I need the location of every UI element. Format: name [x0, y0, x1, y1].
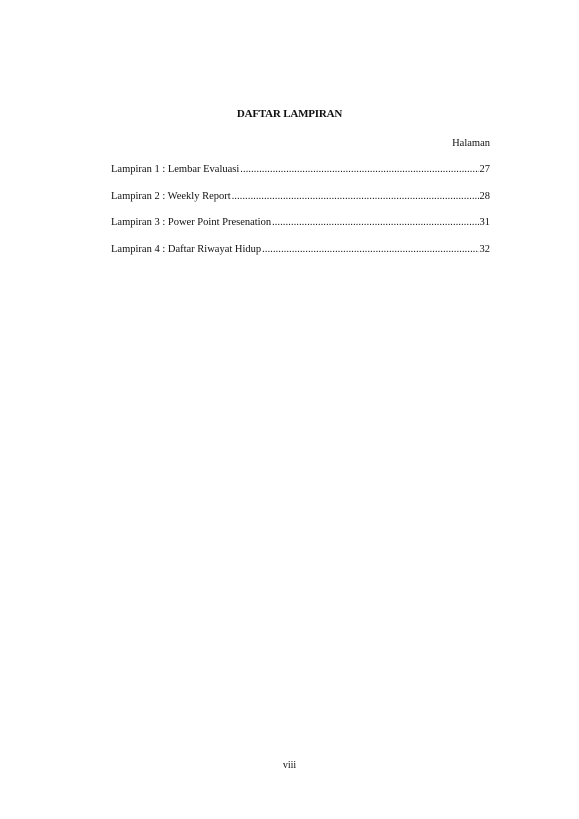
appendix-entry-page: 32	[479, 243, 490, 255]
appendix-entry-3	[111, 216, 490, 243]
appendix-entry-label: Lampiran 1 : Lembar Evaluasi	[111, 164, 240, 175]
dot-leader	[262, 243, 478, 257]
page-number: viii	[282, 760, 297, 771]
dot-leader	[232, 190, 479, 204]
appendix-entry-page: 28	[479, 190, 490, 202]
appendix-entry-label: Lampiran 3 : Power Point Presenation	[111, 217, 272, 228]
appendix-entry-page: 31	[479, 217, 490, 228]
page-column-header: Halaman	[452, 138, 490, 149]
dot-leader	[240, 163, 478, 177]
page-title: DAFTAR LAMPIRAN	[236, 108, 343, 120]
appendix-entry-label: Lampiran 2 : Weekly Report	[111, 190, 231, 202]
appendix-entry-label: Lampiran 4 : Daftar Riwayat Hidup	[111, 243, 262, 255]
dot-leader	[272, 216, 478, 230]
appendix-entry-1	[111, 163, 490, 190]
appendix-entry-4	[111, 243, 490, 270]
appendix-entry-page: 27	[479, 164, 490, 175]
appendix-entry-2	[111, 190, 490, 217]
appendix-list	[111, 163, 490, 269]
